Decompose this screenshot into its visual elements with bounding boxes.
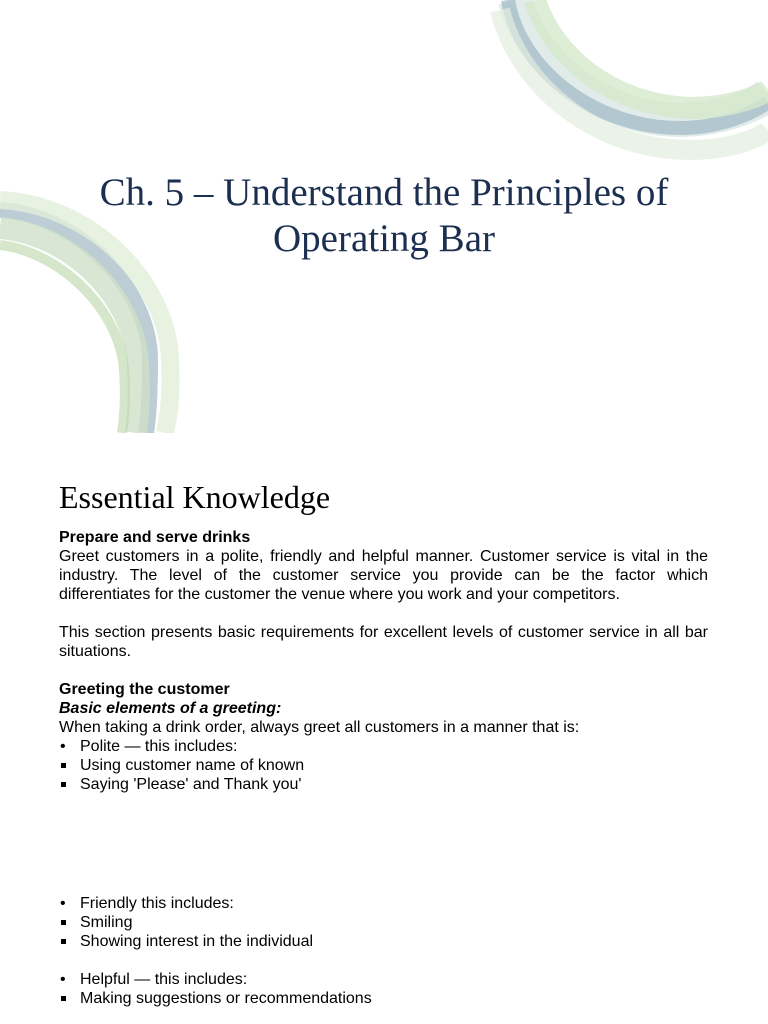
section-heading: Essential Knowledge — [59, 479, 331, 515]
greeting-title: Greeting the customer — [59, 681, 230, 698]
spacer — [59, 794, 708, 894]
list-item: Showing interest in the individual — [59, 932, 708, 951]
spacer — [59, 661, 708, 680]
top-right-arc-decoration — [500, 0, 768, 150]
helpful-list — [59, 970, 708, 1008]
list-item: Making suggestions or recommendations — [59, 989, 708, 1008]
slide-title-line-1: Ch. 5 – Understand the Principles of — [99, 171, 669, 214]
prepare-paragraph: Greet customers in a polite, friendly and helpful manner. Customer service is vital in the industry. The level of the customer service you provide can be the factor which differentiates for the customer the venue where you work and your competitors. — [59, 548, 708, 603]
greeting-subtitle: Basic elements of a greeting: — [59, 700, 282, 717]
friendly-list — [59, 894, 708, 951]
slide-title — [0, 170, 768, 262]
spacer — [59, 951, 708, 970]
prepare-title: Prepare and serve drinks — [59, 529, 251, 546]
list-item: • Polite — this includes: — [59, 737, 708, 756]
list-item: • Friendly this includes: — [59, 894, 708, 913]
list-item: Smiling — [59, 913, 708, 932]
slide-title-line-2: Operating Bar — [272, 217, 495, 260]
section-paragraph: This section presents basic requirements for excellent levels of customer service in all bar situations. — [59, 624, 708, 660]
list-item: • Helpful — this includes: — [59, 970, 708, 989]
polite-list — [59, 737, 708, 794]
greeting-intro: When taking a drink order, always greet all customers in a manner that is: — [59, 719, 580, 736]
list-item: Saying 'Please' and Thank you' — [59, 775, 708, 794]
spacer — [59, 604, 708, 623]
title-slide — [0, 0, 768, 433]
list-item: Using customer name of known — [59, 756, 708, 775]
document-body — [59, 476, 708, 1008]
